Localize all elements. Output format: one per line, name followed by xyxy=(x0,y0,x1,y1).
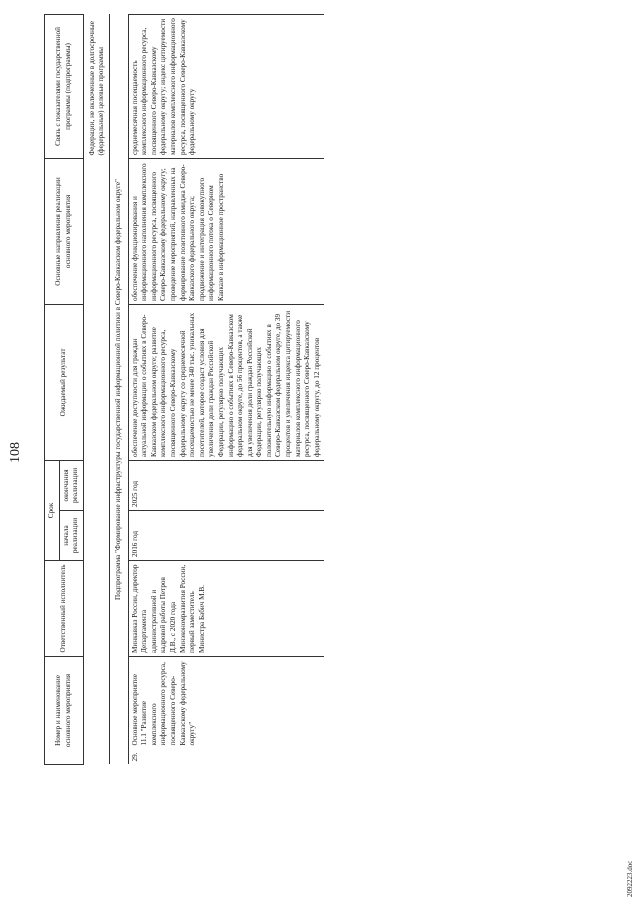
header-directions: Основные направления реализации основного мероприятия xyxy=(45,158,84,304)
measures-table xyxy=(44,14,324,765)
row-number: 29. xyxy=(130,752,139,762)
header-measure: Номер и наименование основного мероприятия xyxy=(45,656,84,764)
subprogram-title: Подпрограмма "Формирование инфраструктуры государственной информационной политики в Северо-Кавказском федеральном округе" xyxy=(109,14,128,764)
header-term: Срок xyxy=(45,460,60,560)
header-end: окончания реализации xyxy=(59,460,83,510)
row-measure: Основное мероприятие 11.1 "Развитие комплексного информационного ресурса, посвященного Северо-Кавказскому федеральному округу" xyxy=(128,656,324,748)
file-code: 2092223.doc xyxy=(626,860,634,897)
table-row xyxy=(128,14,324,764)
row-executor: Минкавказ России, директор Департамента административной и кадровой работы Петров Д.В., с 2020 года Минэкономразвития России, первый заместитель Министра Бабич М.В. xyxy=(128,560,324,656)
row-directions: обеспечение функционирования и информационного наполнения комплексного информационного ресурса, посвященного Северо-Кавказскому федеральному округу; проведение мероприятий, направленных на формирование позитивного имиджа Северо-Кавказского федерального округа; продвижение и интеграция совокупного информационного потока о Северном Кавказе в информационное пространство xyxy=(128,158,324,304)
row-start: 2016 год xyxy=(128,510,324,560)
row-result: обеспечение доступности для граждан актуальной информации о событиях в Северо-Кавказском федеральном округе; развитие комплексного информационного ресурса, посвященного Северо-Кавказскому федеральному округу со среднемесячной посещаемостью не менее 340 тыс. уникальных посетителей, которое создаст условия для увеличения доли граждан Российской Федерации, регулярно получающих информацию о событиях в Северо-Кавказском федеральном округе, до 56 процентов, а также для увеличения доли граждан Российской Федерации, регулярно получающих положительную информацию о событиях в Северо-Кавказском федеральном округе, до 39 процентов и увеличения индекса цитируемости материалов комплексного информационного ресурса, посвященного Северо-Кавказскому федеральному округу, до 12 процентов xyxy=(128,304,324,460)
page-number: 108 xyxy=(8,442,23,463)
header-result: Ожидаемый результат xyxy=(45,304,84,460)
federal-note: Федерации, не включенные в долгосрочные (федеральные) целевые программы xyxy=(87,21,106,156)
row-end: 2025 год xyxy=(128,460,324,510)
header-executor: Ответственный исполнитель xyxy=(45,560,84,656)
header-link: Связь с показателями государственной программы (подпрограммы) xyxy=(45,14,84,158)
header-start: начала реализации xyxy=(59,510,83,560)
row-link: среднемесячная посещаемость комплексного информационного ресурса, посвященного Северо-Кавказскому федеральному округу; индекс цитируемости материалов комплексного информационного ресурса, посвященного Северо-Кавказскому федеральному округу xyxy=(128,14,324,158)
